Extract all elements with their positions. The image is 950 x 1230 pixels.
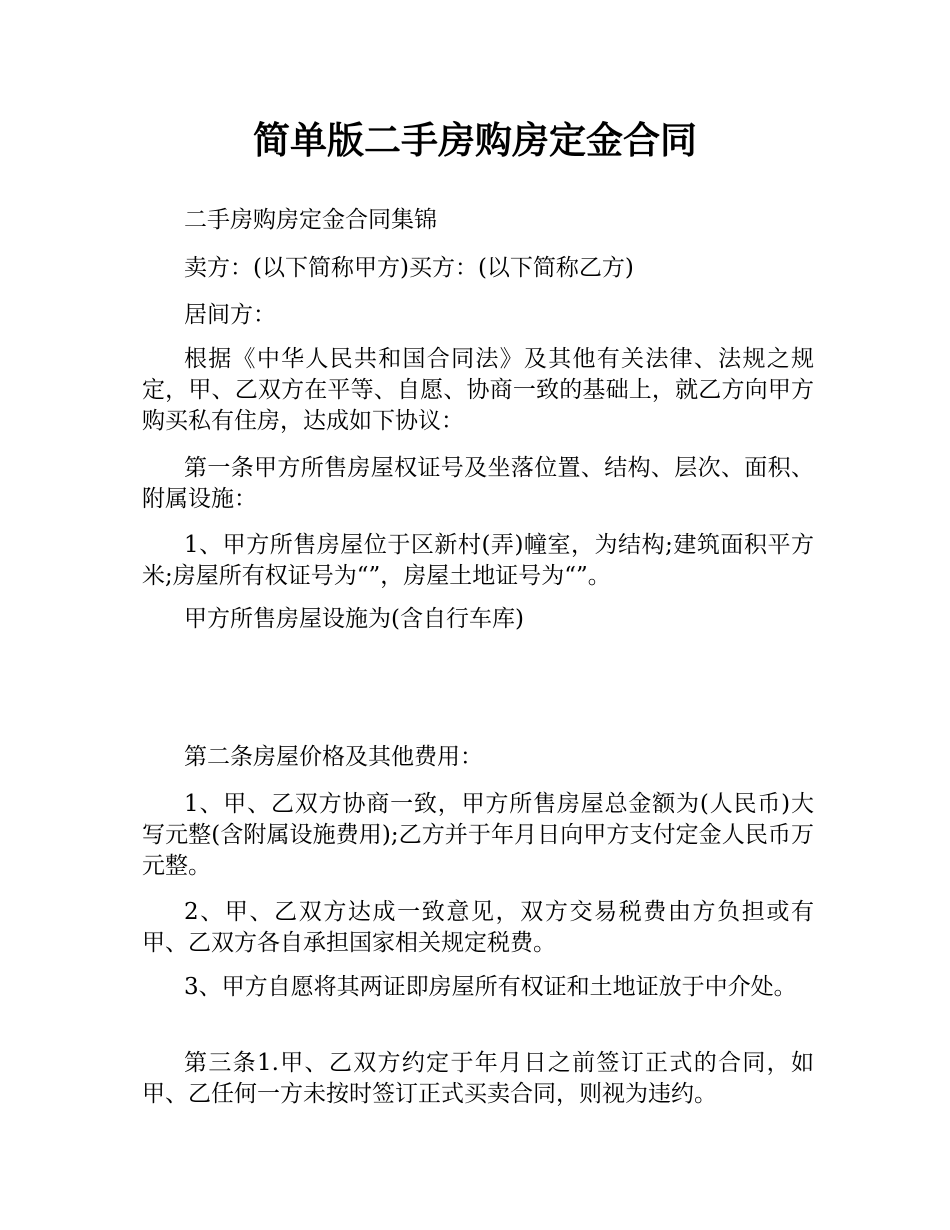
paragraph-article-1: 第一条甲方所售房屋权证号及坐落位置、结构、层次、面积、附属设施： xyxy=(142,455,814,512)
paragraph-preamble: 根据《中华人民共和国合同法》及其他有关法律、法规之规定，甲、乙双方在平等、自愿、协商一致的基础上，就乙方向甲方购买私有住房，达成如下协议： xyxy=(142,346,814,434)
paragraph-article-2-item-3: 3、甲方自愿将其两证即房屋所有权证和土地证放于中介处。 xyxy=(184,974,797,1000)
paragraph-article-2-item-2: 2、甲、乙双方达成一致意见，双方交易税费由方负担或有甲、乙双方各自承担国家相关规定税费。 xyxy=(142,899,814,956)
paragraph-intermediary: 居间方： xyxy=(184,302,276,328)
paragraph-article-2: 第二条房屋价格及其他费用： xyxy=(184,744,483,770)
paragraph-subtitle: 二手房购房定金合同集锦 xyxy=(184,207,437,233)
paragraph-article-2-item-1: 1、甲、乙双方协商一致，甲方所售房屋总金额为(人民币)大写元整(含附属设施费用);乙方并于年月日向甲方支付定金人民币万元整。 xyxy=(142,791,814,879)
paragraph-facilities: 甲方所售房屋设施为(含自行车库) xyxy=(184,606,524,632)
paragraph-parties: 卖方：(以下简称甲方)买方：(以下简称乙方) xyxy=(184,255,634,281)
paragraph-article-3: 第三条1.甲、乙双方约定于年月日之前签订正式的合同，如甲、乙任何一方未按时签订正式买卖合同，则视为违约。 xyxy=(142,1050,814,1107)
document-title: 简单版二手房购房定金合同 xyxy=(253,119,697,162)
paragraph-article-1-item-1: 1、甲方所售房屋位于区新村(弄)幢室，为结构;建筑面积平方米;房屋所有权证号为“”，房屋土地证号为“”。 xyxy=(142,532,814,589)
